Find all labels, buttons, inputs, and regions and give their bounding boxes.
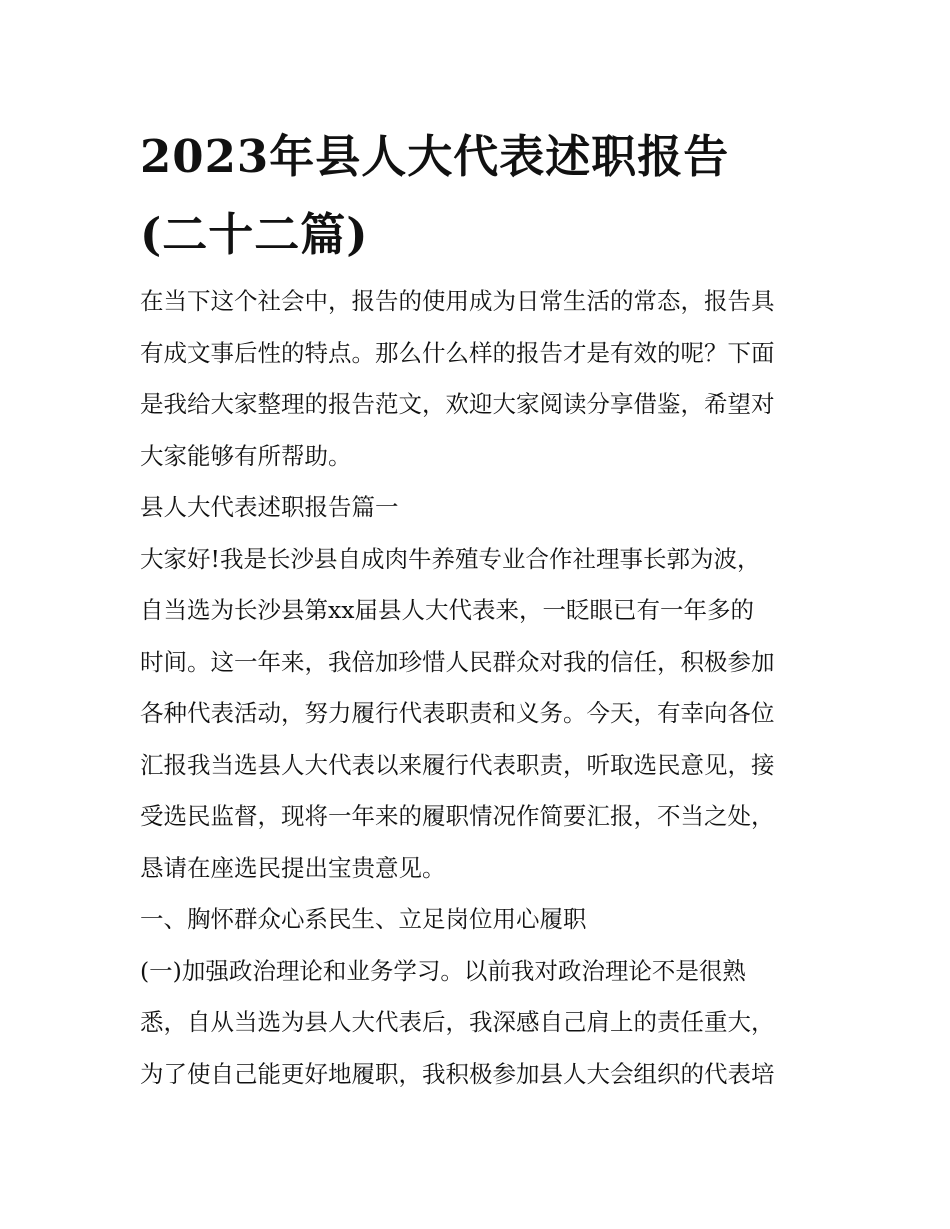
body-line: 大家好!我是长沙县自成肉牛养殖专业合作社理事长郭为波，: [140, 544, 761, 573]
body-line: 为了使自己能更好地履职，我积极参加县人大会组织的代表培: [140, 1059, 775, 1088]
section-heading: 县人大代表述职报告篇一: [140, 493, 399, 521]
title-line: 2023年县人大代表述职报告: [140, 130, 730, 183]
body-line: 悉，自从当选为县人大代表后，我深感自己肩上的责任重大，: [140, 1008, 775, 1036]
body-line: 各种代表活动，努力履行代表职责和义务。今天，有幸向各位: [140, 699, 775, 727]
body-line: 恳请在座选民提出宝贵意见。: [140, 853, 446, 882]
body-line: 汇报我当选县人大代表以来履行代表职责，听取选民意见，接: [140, 750, 775, 779]
title-line: (二十二篇): [140, 208, 369, 261]
body-line: 受选民监督，现将一年来的履职情况作简要汇报，不当之处，: [140, 802, 775, 830]
intro-line: 有成文事后性的特点。那么什么样的报告才是有效的呢？下面: [140, 338, 775, 367]
subsection-heading: 一、胸怀群众心系民生、立足岗位用心履职: [140, 905, 587, 933]
document-title: [140, 118, 820, 274]
body-line: (一)加强政治理论和业务学习。以前我对政治理论不是很熟: [140, 956, 746, 985]
intro-line: 大家能够有所帮助。: [140, 441, 352, 470]
intro-line: 是我给大家整理的报告范文，欢迎大家阅读分享借鉴，希望对: [140, 390, 775, 418]
body-line: 自当选为长沙县第xx届县人大代表来，一眨眼已有一年多的: [140, 596, 755, 624]
document-body: [140, 276, 820, 1100]
body-line: 时间。这一年来，我倍加珍惜人民群众对我的信任，积极参加: [140, 647, 775, 676]
intro-line: 在当下这个社会中，报告的使用成为日常生活的常态，报告具: [140, 287, 775, 315]
